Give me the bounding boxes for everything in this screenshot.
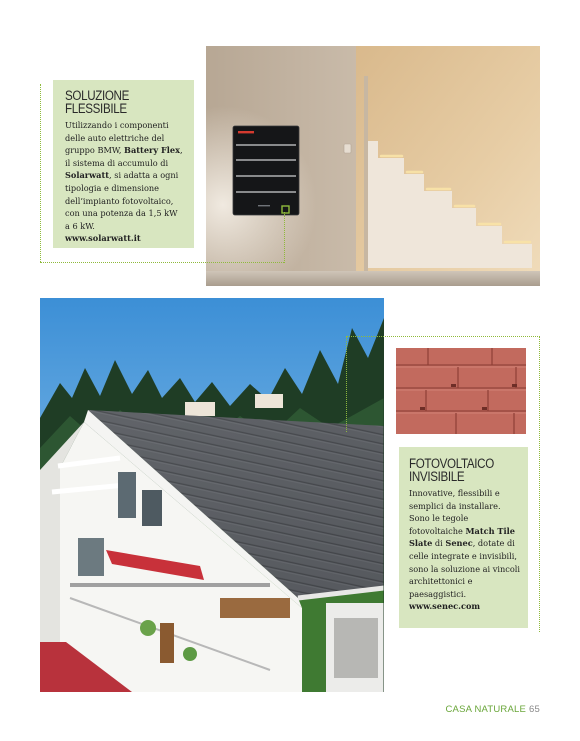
connector-line-box2-vertical <box>539 336 540 632</box>
caption-text: , il sistema di accumulo di <box>65 145 183 168</box>
caption-title-line: FOTOVOLTAICO <box>409 456 494 471</box>
battery-photo-illustration <box>206 46 540 286</box>
caption-title-line: SOLUZIONE <box>65 88 130 103</box>
connector-line-box1-vertical <box>40 84 41 262</box>
caption-box-senec <box>399 447 528 628</box>
caption-text: di <box>432 538 446 549</box>
connector-line-box2-to-roof <box>346 336 347 432</box>
caption-text: , si adatta a ogni tipologia e dimensione dell’impianto fotovoltaico, con una potenza da 1,5 kW a 6 kW. <box>65 170 179 231</box>
caption-text: , dotate di celle integrate e invisibili, sono la soluzione ai vincoli architettonici e paesaggistici. <box>409 538 521 599</box>
caption-title <box>409 457 504 483</box>
house-roof-illustration <box>40 298 384 692</box>
solar-tile-illustration <box>396 348 526 434</box>
website-link[interactable]: www.senec.com <box>409 601 481 612</box>
caption-box-solarwatt <box>53 80 194 248</box>
brand-name: Solarwatt <box>65 170 110 181</box>
product-name: Match Tile Slate <box>409 525 515 549</box>
caption-body <box>65 119 184 245</box>
brand-name: Senec <box>445 538 473 549</box>
magazine-name: CASA NATURALE <box>445 704 527 715</box>
caption-title <box>65 89 167 115</box>
caption-text: Utilizzando i componenti delle auto elettriche del gruppo BMW, <box>65 120 169 156</box>
caption-body <box>409 487 520 613</box>
caption-title-line: INVISIBILE <box>409 469 465 484</box>
connector-line-box1-to-battery <box>284 212 285 263</box>
battery-photo <box>206 46 540 286</box>
caption-text: Innovative, flessibili e semplici da installare. Sono le tegole fotovoltaiche <box>409 488 501 536</box>
house-roof-photo <box>40 298 384 692</box>
page-number: 65 <box>529 704 540 715</box>
page-folio <box>445 704 540 715</box>
connector-line-box2-horizontal <box>346 336 540 337</box>
product-name: Battery Flex <box>124 145 180 156</box>
solar-tile-photo <box>396 348 526 434</box>
caption-title-line: FLESSIBILE <box>65 101 127 116</box>
website-link[interactable]: www.solarwatt.it <box>65 233 141 244</box>
connector-line-box1-horizontal <box>40 262 284 263</box>
